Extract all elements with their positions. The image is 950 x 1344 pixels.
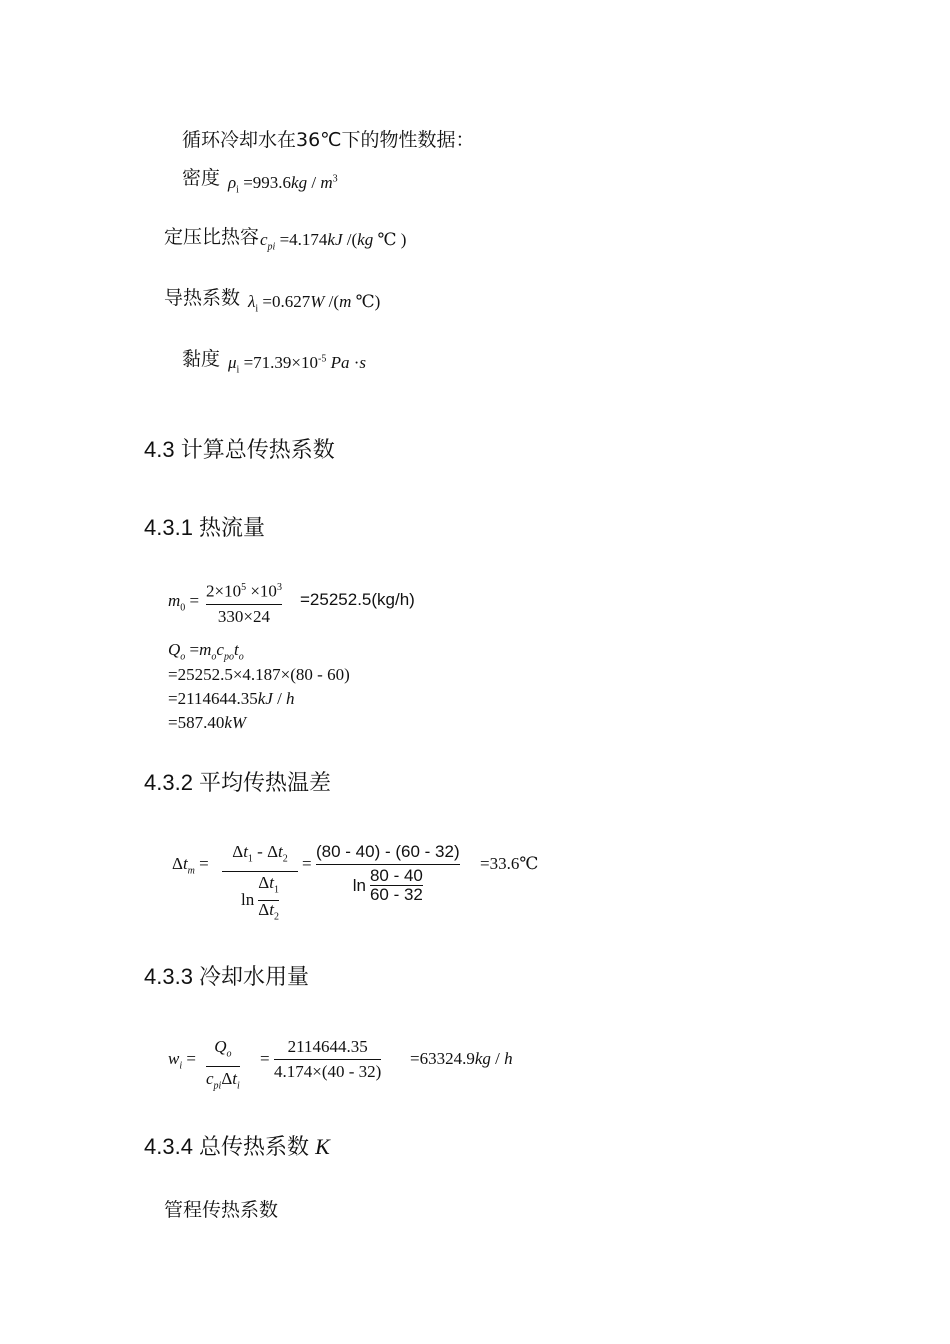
section-4-3-2-heading: 4.3.2 平均传热温差 [144,770,332,795]
conductivity-label: 导热系数 [164,287,241,309]
conductivity-formula: $\lambda_i =0.627W$ /(m ℃) [248,292,381,315]
section-4-3-4-heading: 4.3.4 总传热系数 K [144,1134,330,1159]
specific-heat-label: 定压比热容 [164,226,260,248]
q-line-4: =587.40kW [168,713,247,732]
density-label: 密度 [182,167,221,189]
section-4-3-3-heading: 4.3.3 冷却水用量 [144,964,310,989]
intro-text: 循环冷却水在36℃下的物性数据： [182,129,475,151]
m0-result: =25252.5(kg/h) [300,590,415,609]
m0-lhs: $m_0$ = [168,591,200,614]
section-4-3-1-heading: 4.3.1 热流量 [144,515,266,540]
w-fraction-numeric: 2114644.35 4.174×(40 - 32) [274,1037,382,1081]
w-fraction-symbolic: $Q_o$ $c_{pi}\Delta t_i$ [206,1037,240,1092]
specific-heat-formula: $c_{pi} =4.174kJ$ /(kg ℃ ) [260,230,407,253]
w-lhs: $w_i$ = [168,1049,196,1072]
q-line-1: $Q_o =m_oc_{po}t_o$ [168,640,244,663]
dtm-fraction-symbolic: $\Delta t_1 - \Delta t_2$ ln $\Delta t_1$ $\Delta t_2$ [222,842,298,926]
dtm-lhs: $\Delta t_m$ = [172,854,209,877]
density-formula: $\rho_i =993.6kg / m^3$ [228,173,338,196]
dtm-fraction-numeric: (80 - 40) - (60 - 32) ln 80 - 40 60 - 32 [316,842,460,904]
section-4-3-heading: 4.3 计算总传热系数 [144,437,335,462]
q-line-2: =25252.5×4.187×(80 - 60) [168,665,350,684]
dtm-result: =33.6℃ [480,854,539,873]
q-line-3: =2114644.35kJ / h [168,689,295,708]
m0-fraction: $2\times 10^5 \times 10^3$ 330×24 [206,581,282,626]
w-result: =63324.9kg / h [410,1049,513,1068]
tube-side-text: 管程传热系数 [164,1199,279,1221]
viscosity-label: 黏度 [182,348,221,370]
viscosity-formula: $\mu_i =71.39\times 10^{-5}$ Pa ·s [228,353,367,376]
